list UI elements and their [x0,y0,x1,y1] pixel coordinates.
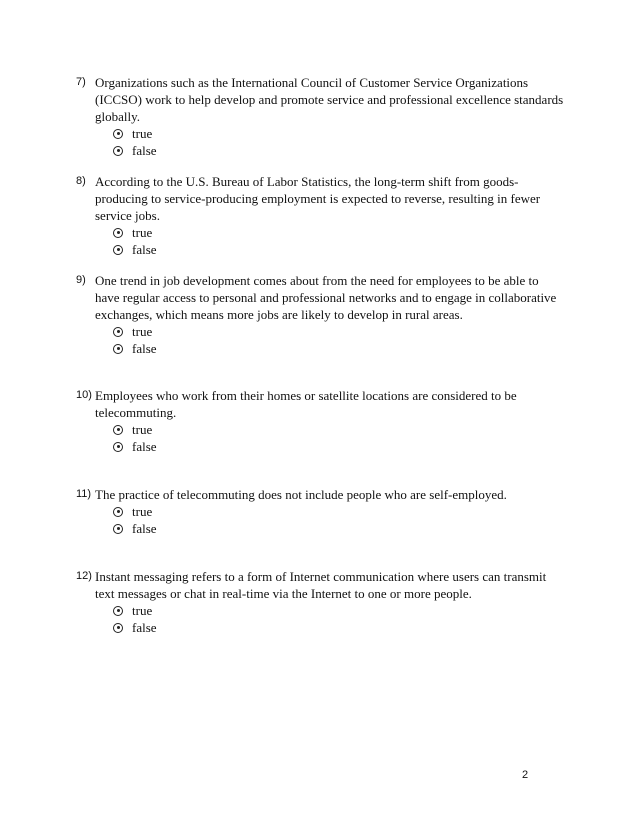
option-label: false [132,340,157,356]
option-false[interactable] [113,340,576,357]
radio-icon[interactable] [113,327,123,337]
question-8 [76,173,576,258]
question-10 [76,387,576,455]
option-label: false [132,241,157,257]
question-number: 11) [76,488,92,500]
radio-icon[interactable] [113,606,123,616]
option-true[interactable] [113,503,576,520]
option-label: false [132,520,157,536]
radio-icon[interactable] [113,146,123,156]
radio-icon[interactable] [113,623,123,633]
option-label: true [132,224,153,240]
question-text: One trend in job development comes about from the need for employees to be able to have regular access to personal and professional networks and to engage in collaborative exchanges, which means more jobs are likely to develop in rural areas. [95,273,557,322]
option-label: true [132,323,153,339]
answer-options [113,323,576,357]
option-label: true [132,602,153,618]
question-9 [76,272,576,357]
answer-options [113,421,576,455]
page-number: 2 [522,769,529,781]
answer-options [113,503,576,537]
option-label: true [132,503,153,519]
option-label: false [132,438,157,454]
question-number: 7) [76,76,86,88]
question-12 [76,568,576,636]
option-false[interactable] [113,619,576,636]
option-true[interactable] [113,323,576,340]
radio-icon[interactable] [113,228,123,238]
option-false[interactable] [113,241,576,258]
radio-icon[interactable] [113,129,123,139]
question-text: The practice of telecommuting does not include people who are self-employed. [95,487,507,502]
option-label: false [132,619,157,635]
question-7 [76,74,576,159]
option-label: false [132,142,157,158]
answer-options [113,602,576,636]
option-true[interactable] [113,421,576,438]
radio-icon[interactable] [113,524,123,534]
option-false[interactable] [113,438,576,455]
question-number: 9) [76,274,86,286]
option-false[interactable] [113,142,576,159]
radio-icon[interactable] [113,442,123,452]
question-11 [76,486,576,537]
question-number: 8) [76,175,86,187]
answer-options [113,125,576,159]
radio-icon[interactable] [113,245,123,255]
option-true[interactable] [113,125,576,142]
option-label: true [132,421,153,437]
answer-options [113,224,576,258]
option-true[interactable] [113,224,576,241]
question-text: Organizations such as the International Council of Customer Service Organizations (ICCSO) work to help develop and promote service and professional excellence standards globally. [95,75,564,124]
radio-icon[interactable] [113,344,123,354]
radio-icon[interactable] [113,425,123,435]
option-false[interactable] [113,520,576,537]
question-number: 12) [76,570,92,582]
option-label: true [132,125,153,141]
question-text: Instant messaging refers to a form of Internet communication where users can transmit text messages or chat in real-time via the Internet to one or more people. [95,569,547,601]
question-text: Employees who work from their homes or satellite locations are considered to be telecommuting. [95,388,517,420]
question-number: 10) [76,389,92,401]
radio-icon[interactable] [113,507,123,517]
option-true[interactable] [113,602,576,619]
question-text: According to the U.S. Bureau of Labor Statistics, the long-term shift from goods-producing to service-producing employment is expected to reverse, resulting in fewer service jobs. [95,174,541,223]
